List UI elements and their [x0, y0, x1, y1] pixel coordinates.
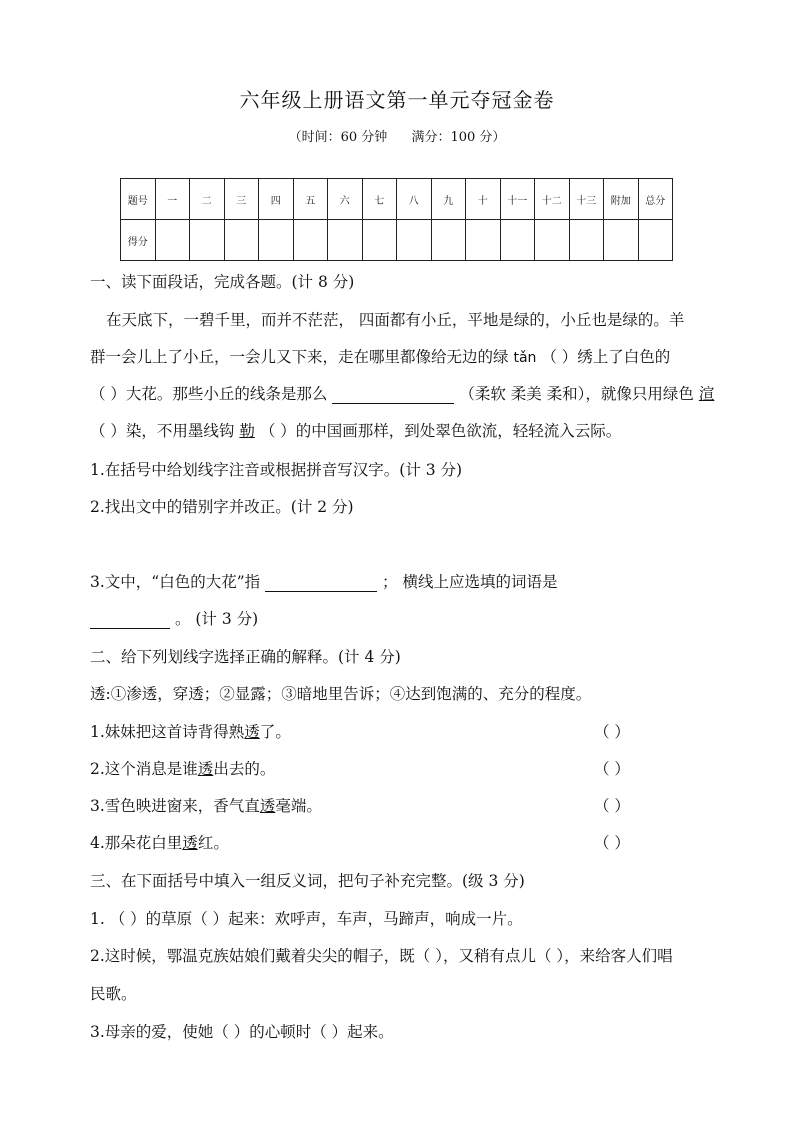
score-table — [120, 178, 673, 261]
answer-paren[interactable]: （ ） — [594, 834, 630, 852]
table-cell: 十二 — [535, 179, 570, 220]
score-entry-cell[interactable] — [362, 220, 397, 261]
answer-blank[interactable] — [265, 573, 377, 592]
answer-paren[interactable]: （ ） — [594, 797, 630, 815]
score-entry-cell[interactable] — [466, 220, 501, 261]
passage-text: （ ）的中国画那样，到处翠色欲流，轻轻流入云际。 — [259, 422, 622, 440]
section2-heading: 二、给下列划线字选择正确的解释。(计 4 分) — [90, 648, 401, 666]
pinyin-text: tǎn — [513, 350, 537, 366]
choice-item-4 — [90, 831, 229, 853]
score-entry-cell[interactable] — [397, 220, 432, 261]
table-cell: 四 — [259, 179, 294, 220]
table-cell: 题号 — [121, 179, 156, 220]
passage-line-1: 在天底下，一碧千里，而并不茫茫， 四面都有小丘，平地是绿的，小丘也是绿的。羊 — [106, 311, 685, 329]
score-entry-cell[interactable] — [190, 220, 225, 261]
choice-item-1 — [90, 720, 291, 742]
item-text: 毫端。 — [275, 797, 322, 815]
question-text: ； 横线上应选填的词语是 — [382, 573, 558, 591]
underlined-char: 透 — [182, 834, 198, 852]
passage-text: （ ）染，不用墨线钩 — [90, 422, 235, 440]
section3-heading: 三、在下面括号中填入一组反义词，把句子补充完整。(级 3 分) — [90, 872, 525, 890]
answer-blank[interactable] — [332, 385, 454, 404]
score-entry-cell[interactable] — [224, 220, 259, 261]
table-cell: 一 — [155, 179, 190, 220]
answer-paren[interactable]: （ ） — [594, 723, 630, 741]
score-entry-cell[interactable] — [431, 220, 466, 261]
score-entry-cell[interactable] — [535, 220, 570, 261]
passage-text: （ ）绣上了白色的 — [541, 348, 671, 366]
question-1: 1.在括号中给划线字注音或根据拼音写汉字。(计 3 分) — [90, 461, 463, 479]
item-text: 3.雪色映进窗来，香气直 — [90, 797, 260, 815]
table-cell: 九 — [431, 179, 466, 220]
item-text: 红。 — [197, 834, 229, 852]
choice-item-2 — [90, 757, 275, 779]
item-text: 了。 — [259, 723, 291, 741]
passage-text: （柔软 柔美 柔和），就像只用绿色 — [459, 385, 694, 403]
table-cell: 十三 — [569, 179, 604, 220]
table-cell: 总分 — [638, 179, 673, 220]
fill-line-3: 3.母亲的爱，使她（ ）的心顿时（ ）起来。 — [90, 1023, 394, 1041]
item-text: 2.这个消息是谁 — [90, 760, 198, 778]
table-cell: 十 — [466, 179, 501, 220]
score-info: 满分：100 分） — [411, 130, 506, 145]
score-entry-cell[interactable] — [500, 220, 535, 261]
passage-line-3 — [90, 382, 714, 404]
item-text: 出去的。 — [213, 760, 276, 778]
underlined-char: 透 — [244, 723, 260, 741]
fill-line-2: 2.这时候，鄂温克族姑娘们戴着尖尖的帽子，既（ ），又稍有点儿（ ），来给客人们唱 — [90, 947, 673, 965]
score-entry-cell[interactable] — [328, 220, 363, 261]
table-cell: 二 — [190, 179, 225, 220]
score-entry-cell[interactable] — [569, 220, 604, 261]
choice-item-3 — [90, 794, 322, 816]
table-cell: 十一 — [500, 179, 535, 220]
table-cell: 五 — [293, 179, 328, 220]
fill-line-1: 1. （ ）的草原（ ）起来：欢呼声，车声，马蹄声，响成一片。 — [90, 910, 523, 928]
question-text: 3.文中，“白色的大花”指 — [90, 573, 261, 591]
question-2: 2.找出文中的错别字并改正。(计 2 分) — [90, 498, 354, 516]
score-table-header-row — [121, 179, 673, 220]
exam-subtitle — [0, 126, 794, 145]
table-cell: 七 — [362, 179, 397, 220]
table-cell: 附加 — [604, 179, 639, 220]
table-cell: 六 — [328, 179, 363, 220]
question-3 — [90, 570, 557, 592]
passage-text: （ ）大花。那些小丘的线条是那么 — [90, 385, 328, 403]
passage-line-2 — [90, 345, 670, 367]
score-entry-cell[interactable] — [259, 220, 294, 261]
fill-line-2-cont: 民歌。 — [90, 985, 137, 1003]
definition-line: 透:①渗透，穿透；②显露；③暗地里告诉；④达到饱满的、充分的程度。 — [90, 685, 592, 703]
score-entry-cell[interactable] — [155, 220, 190, 261]
passage-text: 群一会儿上了小丘，一会儿又下来，走在哪里都像给无边的绿 — [90, 348, 509, 366]
underlined-char: 渲 — [698, 385, 715, 403]
table-cell: 三 — [224, 179, 259, 220]
underlined-char: 透 — [197, 760, 214, 778]
page-title: 六年级上册语文第一单元夺冠金卷 — [239, 88, 555, 112]
answer-blank[interactable] — [90, 610, 170, 629]
table-cell: 得分 — [121, 220, 156, 261]
question-3-cont — [90, 607, 258, 629]
item-text: 4.那朵花白里 — [90, 834, 183, 852]
underlined-char: 透 — [259, 797, 276, 815]
item-text: 1.妹妹把这首诗背得熟 — [90, 723, 245, 741]
time-info: （时间：60 分钟 — [288, 130, 388, 145]
score-entry-cell[interactable] — [638, 220, 673, 261]
score-entry-cell[interactable] — [293, 220, 328, 261]
passage-line-4 — [90, 419, 621, 441]
question-text: 。 (计 3 分) — [174, 610, 259, 628]
answer-paren[interactable]: （ ） — [594, 760, 630, 778]
underlined-char: 勒 — [239, 422, 255, 440]
section1-heading: 一、读下面段话，完成各题。(计 8 分) — [90, 273, 355, 291]
table-cell: 八 — [397, 179, 432, 220]
score-entry-cell[interactable] — [604, 220, 639, 261]
score-table-score-row — [121, 220, 673, 261]
